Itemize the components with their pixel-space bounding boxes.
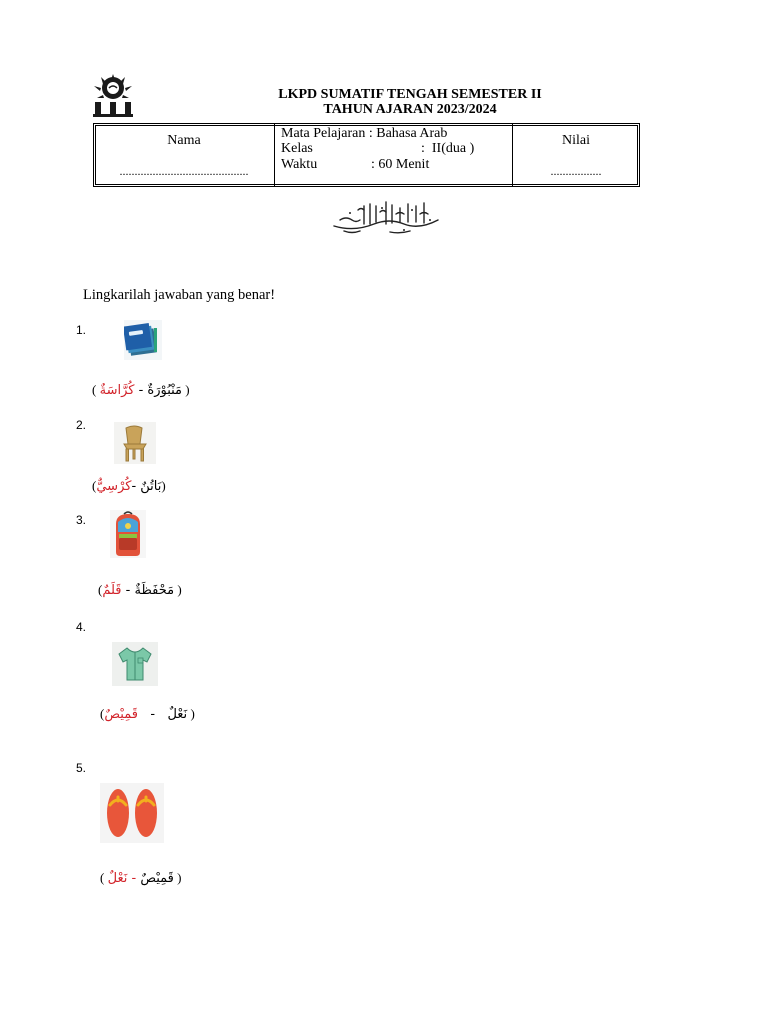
school-logo: [92, 74, 134, 118]
paren-close: ): [190, 706, 195, 721]
answer-separator: -: [127, 871, 141, 886]
nilai-field[interactable]: .................: [550, 164, 602, 178]
answer-separator: -: [121, 583, 135, 598]
answer-row-1: [92, 382, 190, 398]
basmala-calligraphy: [330, 196, 440, 236]
answer-correct[interactable]: كُرَّاسَةٌ: [99, 383, 135, 398]
kelas-value: : II(dua ): [421, 141, 475, 156]
shirt-icon: [112, 642, 158, 686]
waktu-value: : 60 Menit: [371, 157, 430, 172]
answer-correct[interactable]: قَمِيْصٌ: [104, 707, 138, 722]
nama-field[interactable]: ...........................................: [119, 164, 249, 178]
answer-wrong[interactable]: قَمِيْصٌ: [140, 871, 174, 886]
instruction-text: Lingkarilah jawaban yang benar!: [83, 287, 276, 303]
answer-correct[interactable]: كُرْسِيٌّ: [96, 479, 132, 494]
info-table: [93, 123, 640, 187]
paren-close: ): [177, 870, 182, 885]
sandals-icon: [100, 783, 164, 843]
answer-correct[interactable]: نَعْلٌ: [107, 871, 128, 886]
answer-separator: -: [131, 479, 141, 494]
question-number: 2.: [76, 418, 87, 432]
answer-separator: -: [134, 383, 148, 398]
nama-cell: [94, 124, 275, 186]
question-number: 3.: [76, 513, 87, 527]
nilai-cell: [513, 124, 639, 186]
answer-row-5: [100, 870, 182, 886]
waktu-label: Waktu: [281, 157, 318, 172]
paren-open: (: [92, 478, 97, 493]
books-icon: [124, 320, 162, 360]
paren-close: ): [161, 478, 166, 493]
answer-row-4: [100, 706, 195, 722]
page-subtitle: TAHUN AJARAN 2023/2024: [323, 102, 497, 117]
paren-close: ): [185, 382, 190, 397]
page-title: LKPD SUMATIF TENGAH SEMESTER II: [278, 87, 542, 102]
question-number: 1.: [76, 323, 87, 337]
backpack-icon: [110, 510, 146, 558]
answer-wrong[interactable]: بَاتُنٌ: [140, 479, 162, 494]
paren-open: (: [100, 870, 105, 885]
paren-close: ): [177, 582, 182, 597]
answer-row-2: [92, 478, 166, 494]
mapel-row: Mata Pelajaran : Bahasa Arab: [281, 126, 448, 141]
kelas-label: Kelas: [281, 141, 313, 156]
question-number: 4.: [76, 620, 87, 634]
subject-cell: [275, 124, 513, 186]
nama-label: Nama: [167, 133, 201, 148]
nilai-label: Nilai: [562, 133, 590, 148]
answer-wrong[interactable]: مَنْبُوْرَةٌ: [147, 383, 183, 398]
answer-wrong[interactable]: مَحْفَظَةٌ: [134, 583, 175, 598]
paren-open: (: [92, 382, 97, 397]
answer-separator: -: [137, 707, 168, 722]
question-number: 5.: [76, 761, 87, 775]
paren-open: (: [100, 706, 105, 721]
paren-open: (: [98, 582, 103, 597]
answer-correct[interactable]: قَلَمٌ: [102, 583, 122, 598]
answer-row-3: [98, 582, 182, 598]
answer-wrong[interactable]: نَعْلٌ: [167, 707, 188, 722]
chair-icon: [114, 422, 156, 464]
